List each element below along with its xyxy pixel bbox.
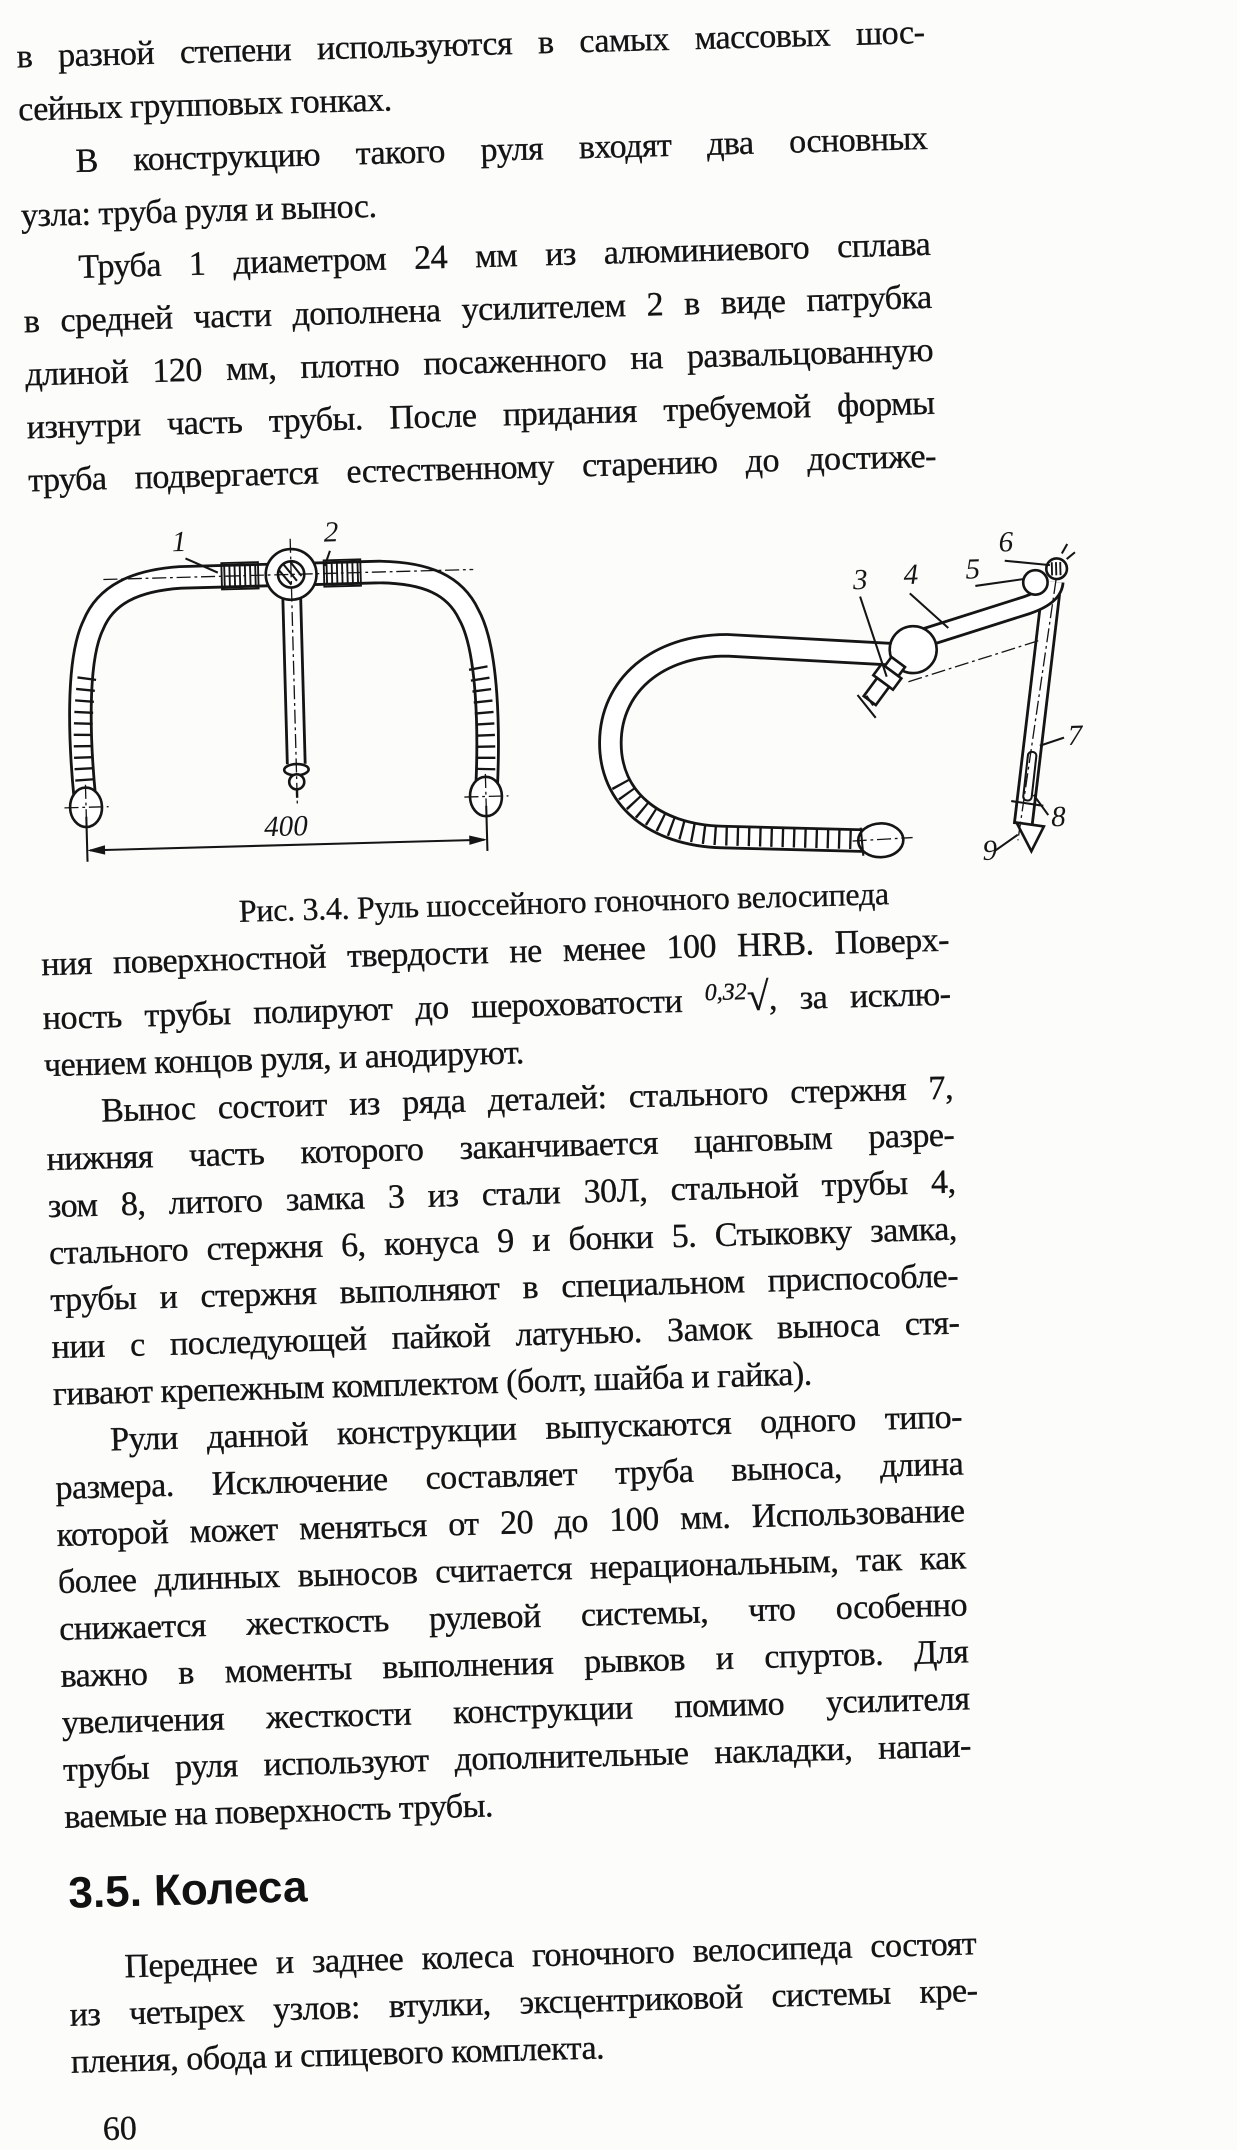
text-line: ваемые на поверхность трубы.: [63, 1787, 494, 1837]
roughness-post-text: , за исклю-: [768, 975, 951, 1018]
paragraphs-middle: [41, 917, 973, 1841]
dimension-400: [86, 805, 487, 861]
section-heading: 3.5. Колеса: [67, 1862, 308, 1918]
text-line: узла: труба руля и вынос.: [20, 187, 377, 235]
text-line: нижняя часть которого заканчивается цанговым разре-: [46, 1116, 955, 1179]
text-line: более длинных выносов считается нерациональным, так как: [57, 1539, 967, 1602]
text-line: гивают крепежным комплектом (болт, шайба и гайка).: [52, 1355, 813, 1414]
text-line: сейных групповых гонках.: [17, 81, 393, 129]
part-label-9: 9: [982, 834, 998, 868]
collet-cone: [1017, 822, 1045, 852]
text-line: которой может меняться от 20 до 100 мм. Использование: [56, 1492, 965, 1555]
roughness-value: 0,32: [704, 979, 748, 1007]
text-line: Рули данной конструкции выпускаются одного типо-: [109, 1398, 963, 1459]
text-line: трубы руля используют дополнительные накладки, напаи-: [62, 1727, 972, 1790]
leader-line: [975, 579, 1024, 586]
handlebar-side-view: [605, 524, 1087, 877]
part-label-5: 5: [965, 553, 981, 586]
part-label-6: 6: [998, 526, 1014, 559]
text-line: в разной степени используются в самых массовых шос-: [16, 13, 925, 76]
text-line: снижается жесткость рулевой системы, что особенно: [58, 1586, 968, 1649]
text-line: труба подвергается естественному старению до достиже-: [27, 437, 937, 500]
stem-bolt: [1046, 544, 1076, 580]
text-line: чением концов руля, и анодируют.: [43, 1034, 525, 1085]
text-line: увеличения жесткости конструкции помимо усилителя: [61, 1680, 970, 1743]
figure-3-4: [47, 490, 1190, 935]
dimension-label: 400: [263, 810, 309, 844]
text-line: ния поверхностной твердости не менее 100 HRB. Поверх-: [40, 921, 950, 984]
part-label-7: 7: [1067, 719, 1083, 753]
part-label-4: 4: [903, 558, 919, 592]
text-line: стального стержня 6, конуса 9 и бонки 5. Стыковку замка,: [48, 1210, 958, 1273]
figure-caption-text: Рис. 3.4. Руль шоссейного гоночного велосипеда: [238, 875, 890, 929]
bar-curve: [608, 640, 917, 847]
text-line: из четырех узлов: втулки, эксцентриковой системы кре-: [69, 1972, 978, 2034]
text-line: изнутри часть трубы. После придания требуемой формы: [26, 384, 935, 447]
roughness-mark: √: [746, 973, 770, 1020]
part-label-2: 2: [323, 516, 339, 549]
text-line: зом 8, литого замка 3 из стали 30Л, стальной трубы 4,: [47, 1163, 957, 1226]
text-line: пления, обода и спицевого комплекта.: [70, 2029, 605, 2081]
text-line: Переднее и заднее колеса гоночного велосипеда состоят: [123, 1925, 977, 1986]
roughness-pre-text: ность трубы полируют до шероховатости: [42, 982, 706, 1038]
text-line: важно в моменты выполнения рывков и спуртов. Для: [60, 1633, 969, 1696]
bonka-cap: [1023, 570, 1048, 595]
leader-line: [1005, 560, 1050, 567]
text-line: в средней части дополнена усилителем 2 в виде патрубка: [23, 278, 933, 341]
part-label-1: 1: [171, 525, 187, 559]
paragraphs-bottom: [68, 1920, 979, 2086]
text-line: размера. Исключение составляет труба выноса, длина: [54, 1445, 964, 1508]
figure-3-4-drawing: [47, 492, 1137, 889]
part-label-3: 3: [852, 563, 869, 597]
leader-line: [995, 835, 1018, 851]
scanned-content: [16, 0, 1223, 2150]
paragraphs-top: [16, 6, 937, 507]
text-line: нии с последующей пайкой латунью. Замок выноса стя-: [51, 1304, 960, 1367]
text-line: длиной 120 мм, плотно посаженного на развальцованную: [24, 331, 934, 394]
page-number: 60: [102, 2110, 138, 2149]
text-line: трубы и стержня выполняют в специальном приспособле-: [49, 1257, 959, 1320]
part-label-8: 8: [1050, 800, 1067, 834]
text-line: Вынос состоит из ряда деталей: стального стержня 7,: [100, 1069, 954, 1130]
text-line: Труба 1 диаметром 24 мм из алюминиевого сплава: [77, 225, 931, 286]
leader-line: [910, 592, 949, 629]
text-line: В конструкцию такого руля входят два основных: [75, 119, 928, 180]
handlebar-front-view: [57, 512, 510, 863]
